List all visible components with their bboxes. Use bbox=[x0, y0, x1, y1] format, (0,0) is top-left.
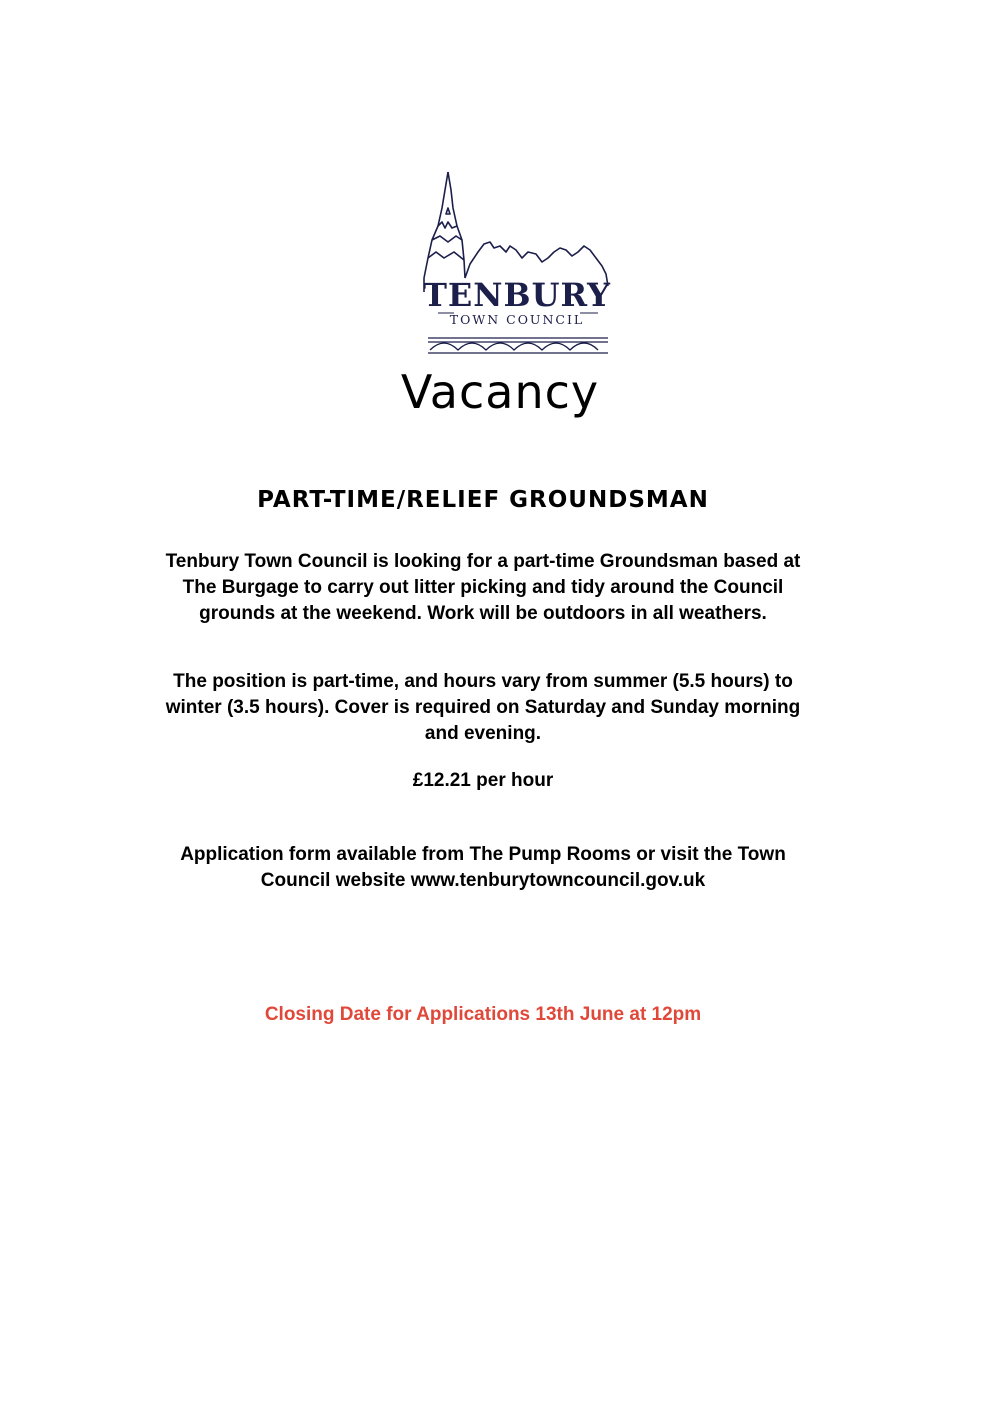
application-info-paragraph: Application form available from The Pump Rooms or visit the Town Council website www.tenburytowncouncil.gov.uk bbox=[180, 844, 786, 891]
job-title: PART-TIME/RELIEF GROUNDSMAN bbox=[257, 487, 709, 513]
logo-name-text: TENBURY bbox=[423, 276, 611, 314]
page-title: Vacancy bbox=[400, 365, 600, 419]
pay-rate-text: £12.21 per hour bbox=[412, 770, 554, 791]
closing-date-text: Closing Date for Applications 13th June at 12pm bbox=[264, 1004, 702, 1025]
tenbury-town-council-logo bbox=[420, 168, 615, 358]
logo-subtitle-text: TOWN COUNCIL bbox=[449, 312, 585, 327]
job-description-paragraph: Tenbury Town Council is looking for a part-time Groundsman based at The Burgage to carry out litter picking and tidy around the Council grounds at the weekend. Work will be outdoors in all weathers. bbox=[165, 551, 801, 624]
hours-paragraph: The position is part-time, and hours vary from summer (5.5 hours) to winter (3.5 hours). Cover is required on Saturday and Sunday morning and evening. bbox=[165, 671, 801, 744]
tenbury-church-and-bridge-icon bbox=[420, 168, 615, 358]
